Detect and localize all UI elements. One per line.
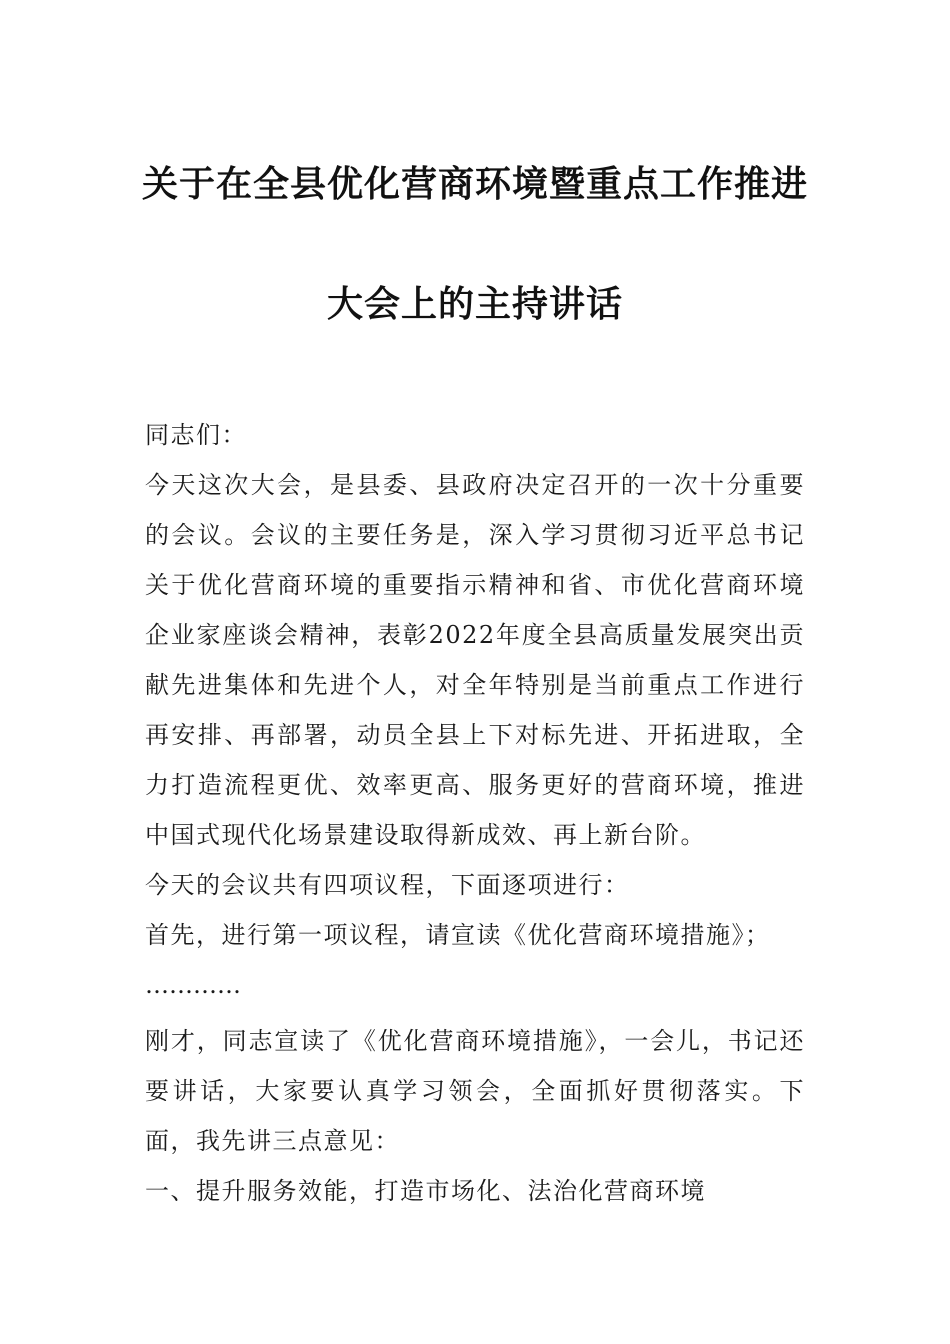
salutation: 同志们：	[145, 421, 247, 449]
transition-paragraph: 刚才，同志宣读了《优化营商环境措施》，一会儿，书记还要讲话，大家要认真学习领会，全面抓好贯彻落实。下面，我先讲三点意见：	[145, 1027, 805, 1155]
document-title-line-2: 大会上的主持讲话	[326, 284, 623, 325]
first-agenda-paragraph: 首先，进行第一项议程，请宣读《优化营商环境措施》；	[145, 921, 771, 949]
section-heading-1: 一、提升服务效能，打造市场化、法治化营商环境	[145, 1177, 706, 1205]
document-title-line-1: 关于在全县优化营商环境暨重点工作推进	[141, 164, 808, 205]
opening-paragraph: 今天这次大会，是县委、县政府决定召开的一次十分重要的会议。会议的主要任务是，深入学习贯彻习近平总书记关于优化营商环境的重要指示精神和省、市优化营商环境企业家座谈会精神，表彰2022年度全县高质量发展突出贡献先进集体和先进个人，对全年特别是当前重点工作进行再安排、再部署，动员全县上下对标先进、开拓进取，全力打造流程更优、效率更高、服务更好的营商环境，推进中国式现代化场景建设取得新成效、再上新台阶。	[145, 471, 805, 849]
ellipsis-line: …………	[145, 971, 241, 999]
document-body	[145, 410, 805, 1216]
agenda-intro-paragraph: 今天的会议共有四项议程，下面逐项进行：	[145, 871, 630, 899]
